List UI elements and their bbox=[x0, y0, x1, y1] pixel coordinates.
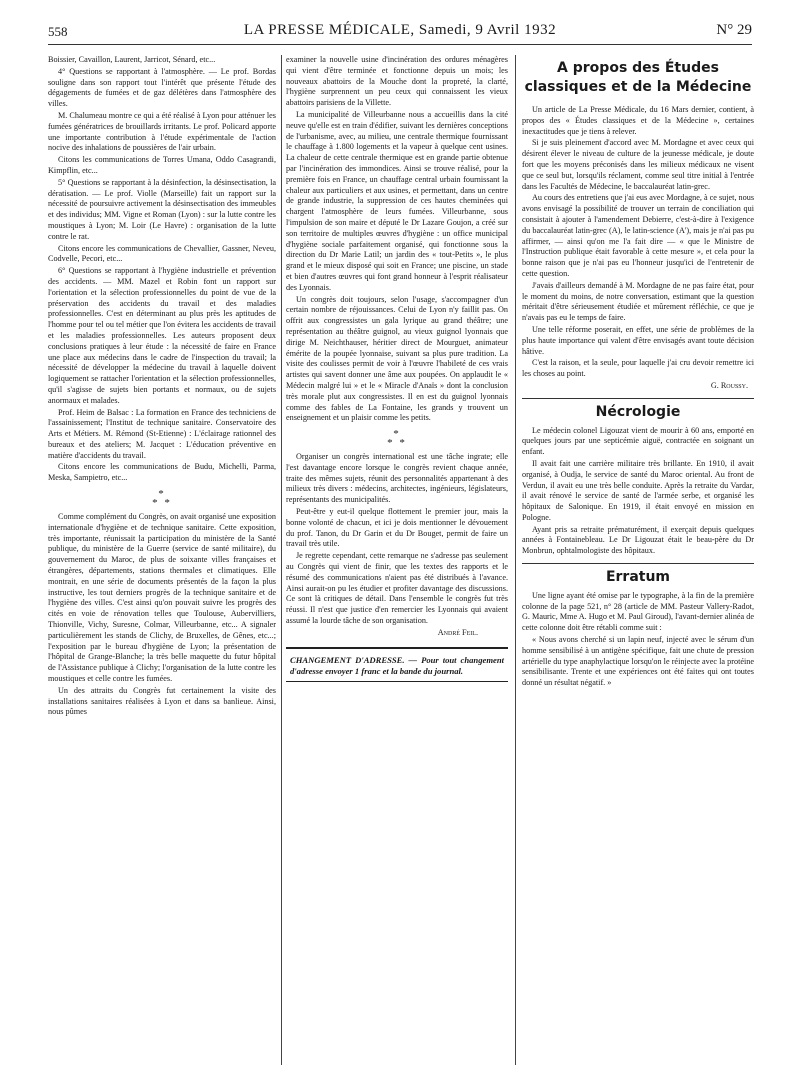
paragraph: C'est la raison, et la seule, pour laquelle j'ai cru devoir remettre ici les choses au point. bbox=[522, 358, 754, 379]
column-divider-2 bbox=[515, 55, 516, 1065]
issue-number: N° 29 bbox=[716, 22, 752, 38]
address-change-notice bbox=[286, 647, 508, 682]
author-signature: G. Roussy. bbox=[710, 380, 748, 390]
erratum-title: Erratum bbox=[605, 569, 671, 586]
paragraph: Un congrès doit toujours, selon l'usage, s'accompagner d'un certain nombre de réjouissances. Celui de Lyon n'y faillit pas. On offrit aux congressistes un gala lyrique au grand théâtre; une représentation au théâtre guignol, au vieux guignol lyonnais que dirige M. Neichthauser, héritier direct de Mourguet, animateur émérite de la poupée lyonnaise, suivant sa plus pure tradition. La visite des coulisses permit de voir à l'œuvre l'habileté de ces vrais artistes qui savent donner une âme aux poupées. On applaudit le « Médecin malgré lui » et le « Miracle d'Anaïs » dont la conclusion très morale plut aux congressistes. Il en est du guignol lyonnais comme des fables de La Fontaine, les grands y trouvent un enseignement et un plaisir comme les petits. bbox=[286, 294, 508, 423]
section-rule bbox=[522, 398, 754, 399]
column-3 bbox=[522, 55, 754, 1067]
paragraph: Peut-être y eut-il quelque flottement le premier jour, mais la bonne volonté de chacun, et ici je dois mentionner le dévouement du prof. Tanon, du Dr Garin et du Dr Bouget, permit de faire un travail très utile. bbox=[286, 507, 508, 549]
paragraph: Une ligne ayant été omise par le typographe, à la fin de la première colonne de la page 521, n° 28 (article de MM. Pasteur Vallery-Radot, G. Mauric, Mme A. Hugo et M. Paul Giroud), l'avant-dernier alinéa de cette colonne doit être rétabli comme suit : bbox=[522, 590, 754, 633]
paragraph: Organiser un congrès international est une tâche ingrate; elle l'est davantage encore lorsque le congrès revient chaque année, traite des mêmes sujets, réunit des personnalités appartenant à des milieux très divers : médecins, architectes, ingénieurs, législateurs, représentants des municipalités. bbox=[286, 452, 508, 505]
paragraph: M. Chalumeau montre ce qui a été réalisé à Lyon pour atténuer les fumées génératrices de brouillards irritants. Le prof. Policard apporte une importante contribution à l'étude expérimentale de l'action nocive des inhalations de poussières de l'air urbain. bbox=[48, 110, 276, 153]
paragraph: Un article de La Presse Médicale, du 16 Mars dernier, contient, à propos des « Études classiques et de la Médecine », certaines inexactitudes que je tiens à relever. bbox=[522, 105, 754, 136]
paragraph: « Nous avons cherché si un lapin neuf, injecté avec le sérum d'un homme sensibilisé à un antigène spécifique, fait une chute de pression artérielle du type anaphylactique lorsqu'on le réinjecte avec la protéine sensibilisante. Trente et une expériences ont été faites qui ont toutes donné un résultat négatif. » bbox=[522, 635, 754, 688]
section-rule bbox=[522, 563, 754, 564]
notice-text: — Pour tout changement d'adresse envoyer 1 franc et la bande du journal. bbox=[290, 654, 504, 676]
paragraph: J'avais d'ailleurs demandé à M. Mordagne de ne pas faire état, pour le moment du moins, de notre conversation, estimant que la question méritait d'être sérieusement étudiée et mûrement réfléchie, ce que je n'avais pas eu le temps de faire. bbox=[522, 280, 754, 323]
journal-title: LA PRESSE MÉDICALE, Samedi, 9 Avril 1932 bbox=[243, 22, 557, 38]
paragraph: Je regrette cependant, cette remarque ne s'adresse pas seulement au Congrès qui vient de finir, que les textes des rapports et le résumé des communications n'aient pas été distribués à l'avance. Ainsi aurait-on pu les étudier et profiter davantage des discussions. Ce sont là critiques de détail. Dans l'ensemble le congrès fut très réussi. Il n'est que justice d'en remercier les Lyonnais qui avaient assumé la lourde tâche de son organisation. bbox=[286, 551, 508, 626]
paragraph: Le médecin colonel Ligouzat vient de mourir à 60 ans, emporté en quelques jours par une septicémie aiguë, contractée en soignant un enfant. bbox=[522, 425, 754, 457]
necrology-title: Nécrologie bbox=[595, 403, 681, 420]
paragraph: 5° Questions se rapportant à la désinfection, la désinsectisation, la dératisation. — Le prof. Violle (Marseille) fait un rapport sur la nécessité de poursuivre activement la désinsectisation des immeubles et des individus; MM. Vigne et Roman (Lyon) : sur la lutte contre les moustiques à Lyon; M. Loir (Le Havre) : organisation de la lutte contre le rat. bbox=[48, 177, 276, 241]
header-rule bbox=[48, 44, 752, 45]
paragraph: Citons encore les communications de Chevallier, Gassner, Neveu, Codvelle, Pecori, etc... bbox=[48, 243, 276, 264]
paragraph: 6° Questions se rapportant à l'hygiène industrielle et prévention des accidents. — MM. Mazel et Robin font un rapport sur l'orientation et la sélection professionnelles du point de vue de la préservation des accidents du travail et des maladies professionnelles. C'est en déterminant au plus près les aptitudes de l'homme pour tel ou tel métier que l'on évitera les accidents de travail et les maladies professionnelles. Les auteurs proposent deux conclusions pratiques à leur étude : la nécessité de faire en France une place aux médecins dans le cadre de l'inspection du travail; la nécessité de développer la médecine du travail à laquelle doivent logiquement se rattacher l'orientation et la sélection professionnelles, qu'il s'agisse de sujets bien portants et normaux, ou de sujets anormaux et malades. bbox=[48, 266, 276, 405]
paragraph: Un des attraits du Congrès fut certainement la visite des installations sanitaires réalisées à Lyon et dans sa banlieue. Ainsi, nous pûmes bbox=[48, 685, 276, 717]
column-1 bbox=[48, 55, 276, 1067]
paragraph: La municipalité de Villeurbanne nous a accueillis dans la cité neuve qu'elle est en train d'édifier, suivant les dernières conceptions de l'urbanisme, avec, au milieu, une centrale thermique fournissant le chauffage à 1.800 logements et la vapeur à quelque cent usines. La chaleur de cette centrale thermique est en grande partie obtenue par l'incinération des immondices. Ainsi se trouve réalisé, pour la première fois en France, un chauffage central urbain fournissant la chaleur aux particuliers et aux usines, et permettant, dans un centre de grande industrie, la suppression de ces hautes cheminées qui chargent l'atmosphère de leurs fumées. Villeurbanne, sous l'impulsion de son maire et député le Dr Lazare Goujon, a créé sur son territoire de multiples œuvres d'hygiène : un office municipal d'hygiène sociale parfaitement organisé, qui fonctionne sous la direction du Dr Marie Latil; un jardin des « tout-Petits », le plus grand et le mieux disposé qui soit en France; une piscine, un stade et bien d'autres œuvres qui font grand honneur à l'esprit réalisateur des Lyonnais. bbox=[286, 109, 508, 292]
paragraph: 4° Questions se rapportant à l'atmosphère. — Le prof. Bordas souligne dans son rapport tout l'intérêt que présente l'étude des dégagements de fumées et de gaz délétères dans l'atmosphère des villes. bbox=[48, 66, 276, 109]
notice-title: CHANGEMENT D'ADRESSE. bbox=[290, 654, 405, 665]
page-number: 558 bbox=[48, 24, 68, 39]
paragraph: Boissier, Cavaillon, Laurent, Jarricot, Sénard, etc... bbox=[48, 55, 216, 64]
article-title: A propos des Études classiques et de la Médecine bbox=[524, 60, 752, 95]
paragraph: Une telle réforme poserait, en effet, une série de problèmes de la plus haute importance qui valent d'être envisagés avant toute décision hâtive. bbox=[522, 324, 754, 356]
paragraph: examiner la nouvelle usine d'incinération des ordures ménagères qui vient d'être terminée et fonctionne depuis un mois; les nouveaux abattoirs de la Mouche dont la propreté, la clarté, l'hygiène surprennent un peu ceux qui connaissent les vieux abattoirs parisiens de la Villette. bbox=[286, 55, 508, 108]
paragraph: Au cours des entretiens que j'ai eus avec Mordagne, à ce sujet, nous avons envisagé la possibilité de trouver un terrain de conciliation qui consistait à ajouter à l'amendement Debierre, c'est-à-dire à l'exigence du baccalauréat latin-grec (A), le latin-science (A'), mais je n'ai pas pu affirmer, — ainsi qu'on me l'a fait dire — « que le Ministre de l'Instruction publique était favorable à cette mesure », et cela pour la bonne raison que je n'ai pas eu l'honneur jusqu'ici de l'entretenir de cette question. bbox=[522, 193, 754, 278]
section-separator: * * * bbox=[387, 428, 407, 450]
paragraph: Ayant pris sa retraite prématurément, il exerçait depuis quelques années à Fontainebleau. Le Dr Ligouzat était le beau-père du Dr Monbrun, ophtalmologiste des hôpitaux. bbox=[522, 524, 754, 556]
author-signature: André Feil. bbox=[437, 627, 478, 637]
paragraph: Prof. Heim de Balsac : La formation en France des techniciens de l'assainissement; l'Institut de technique sanitaire. Conservatoire des Arts et Métiers. M. Rémond (St-Etienne) : L'éclairage rationnel des bureaux et des ateliers; M. Jacquet : L'éducation préventive en matière d'accidents du travail. bbox=[48, 407, 276, 460]
paragraph: Citons encore les communications de Budu, Michelli, Parma, Meska, Sampietro, etc... bbox=[48, 462, 276, 483]
column-2 bbox=[286, 55, 508, 1067]
paragraph: Comme complément du Congrès, on avait organisé une exposition internationale d'hygiène et de technique sanitaire. Cette exposition, très importante, réunissait la participation du ministère de la Santé publique, du ministère de la Guerre (service de santé militaire), du gouvernement du Maroc, de plus de soixante villes françaises et étrangères, départements, stations thermales et climatiques. Elle montrait, en une série de documents présentés de la façon la plus instructive, les tout derniers progrès de la technique sanitaire et de l'hygiène des villes. C'est ainsi qu'on pouvait suivre les progrès des cités en voie de rénovation telles que Toulouse, Aubervilliers, Thionville, Vichy, Suresne, Colmar, Villeurbanne, etc... A signaler particulièrement les stands de Clichy, de Bruxelles, de Gênes, etc...; l'exposition par le bureau d'hygiène de Lyon; la présentation de l'hôpital de Grange-Blanche; la très belle maquette du futur hôpital de l'Assistance publique à Clichy; l'organisation de la lutte contre les moustiques et celle contre les fumées. bbox=[48, 512, 276, 684]
section-separator: * * * bbox=[152, 488, 172, 510]
page-header bbox=[48, 20, 752, 44]
column-divider-1 bbox=[281, 55, 282, 1065]
paragraph: Si je suis pleinement d'accord avec M. Mordagne et avec ceux qui désirent élever le niveau de culture de la jeunesse médicale, je doute fort que les moyens préconisés dans les milieux médicaux ne visent que ce seul but, lorsqu'ils réclament, comme seul titre initial à l'entrée dans les Facultés de Médecine, le baccalauréat latin-grec. bbox=[522, 138, 754, 191]
paragraph: Il avait fait une carrière militaire très brillante. En 1910, il avait organisé, à Oudja, le service de santé du Maroc oriental. Au front de Verdun, il avait eu une très belle conduite. Après la retraite du Vardar, il avait rénové le service de santé de l'armée serbe, et organisé les hôpitaux de Salonique. En 1919, il était envoyé en mission en Pologne. bbox=[522, 458, 754, 522]
paragraph: Citons les communications de Torres Umana, Oddo Casagrandi, Kimpflin, etc... bbox=[48, 155, 276, 175]
